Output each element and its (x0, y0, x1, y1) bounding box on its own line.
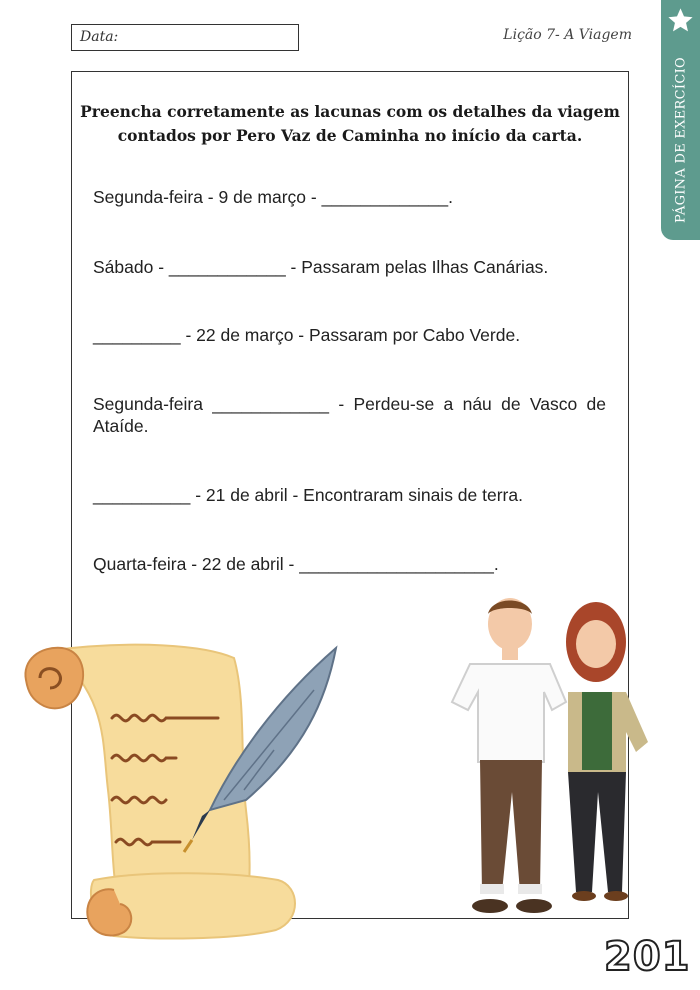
exercise-page-label: PÁGINA DE EXERCÍCIO (673, 57, 689, 223)
instruction-text: Preencha corretamente as lacunas com os detalhes da viagem contados por Pero Vaz de Caminha no início da carta. (80, 102, 620, 145)
page-number: 201 (604, 934, 691, 980)
date-field[interactable]: Data: (71, 24, 299, 51)
man-and-woman-illustration (440, 592, 660, 927)
star-icon (666, 6, 695, 35)
parchment-scroll-with-quill-icon (14, 640, 344, 945)
lesson-title: Lição 7- A Viagem (503, 27, 632, 43)
fill-line-1[interactable]: Segunda-feira - 9 de março - _____________. (93, 187, 453, 207)
fill-line-3[interactable]: _________ - 22 de março - Passaram por Cabo Verde. (93, 325, 521, 345)
fill-line-6[interactable]: Quarta-feira - 22 de abril - ____________________. (93, 554, 499, 574)
fill-line-2[interactable]: Sábado - ____________ - Passaram pelas Ilhas Canárias. (93, 257, 549, 277)
fill-line-4[interactable]: Segunda-feira ____________ - Perdeu-se a náu de Vasco de Ataíde. (93, 394, 606, 436)
exercise-page-tab (661, 0, 700, 240)
fill-line-5[interactable]: __________ - 21 de abril - Encontraram sinais de terra. (93, 485, 523, 505)
